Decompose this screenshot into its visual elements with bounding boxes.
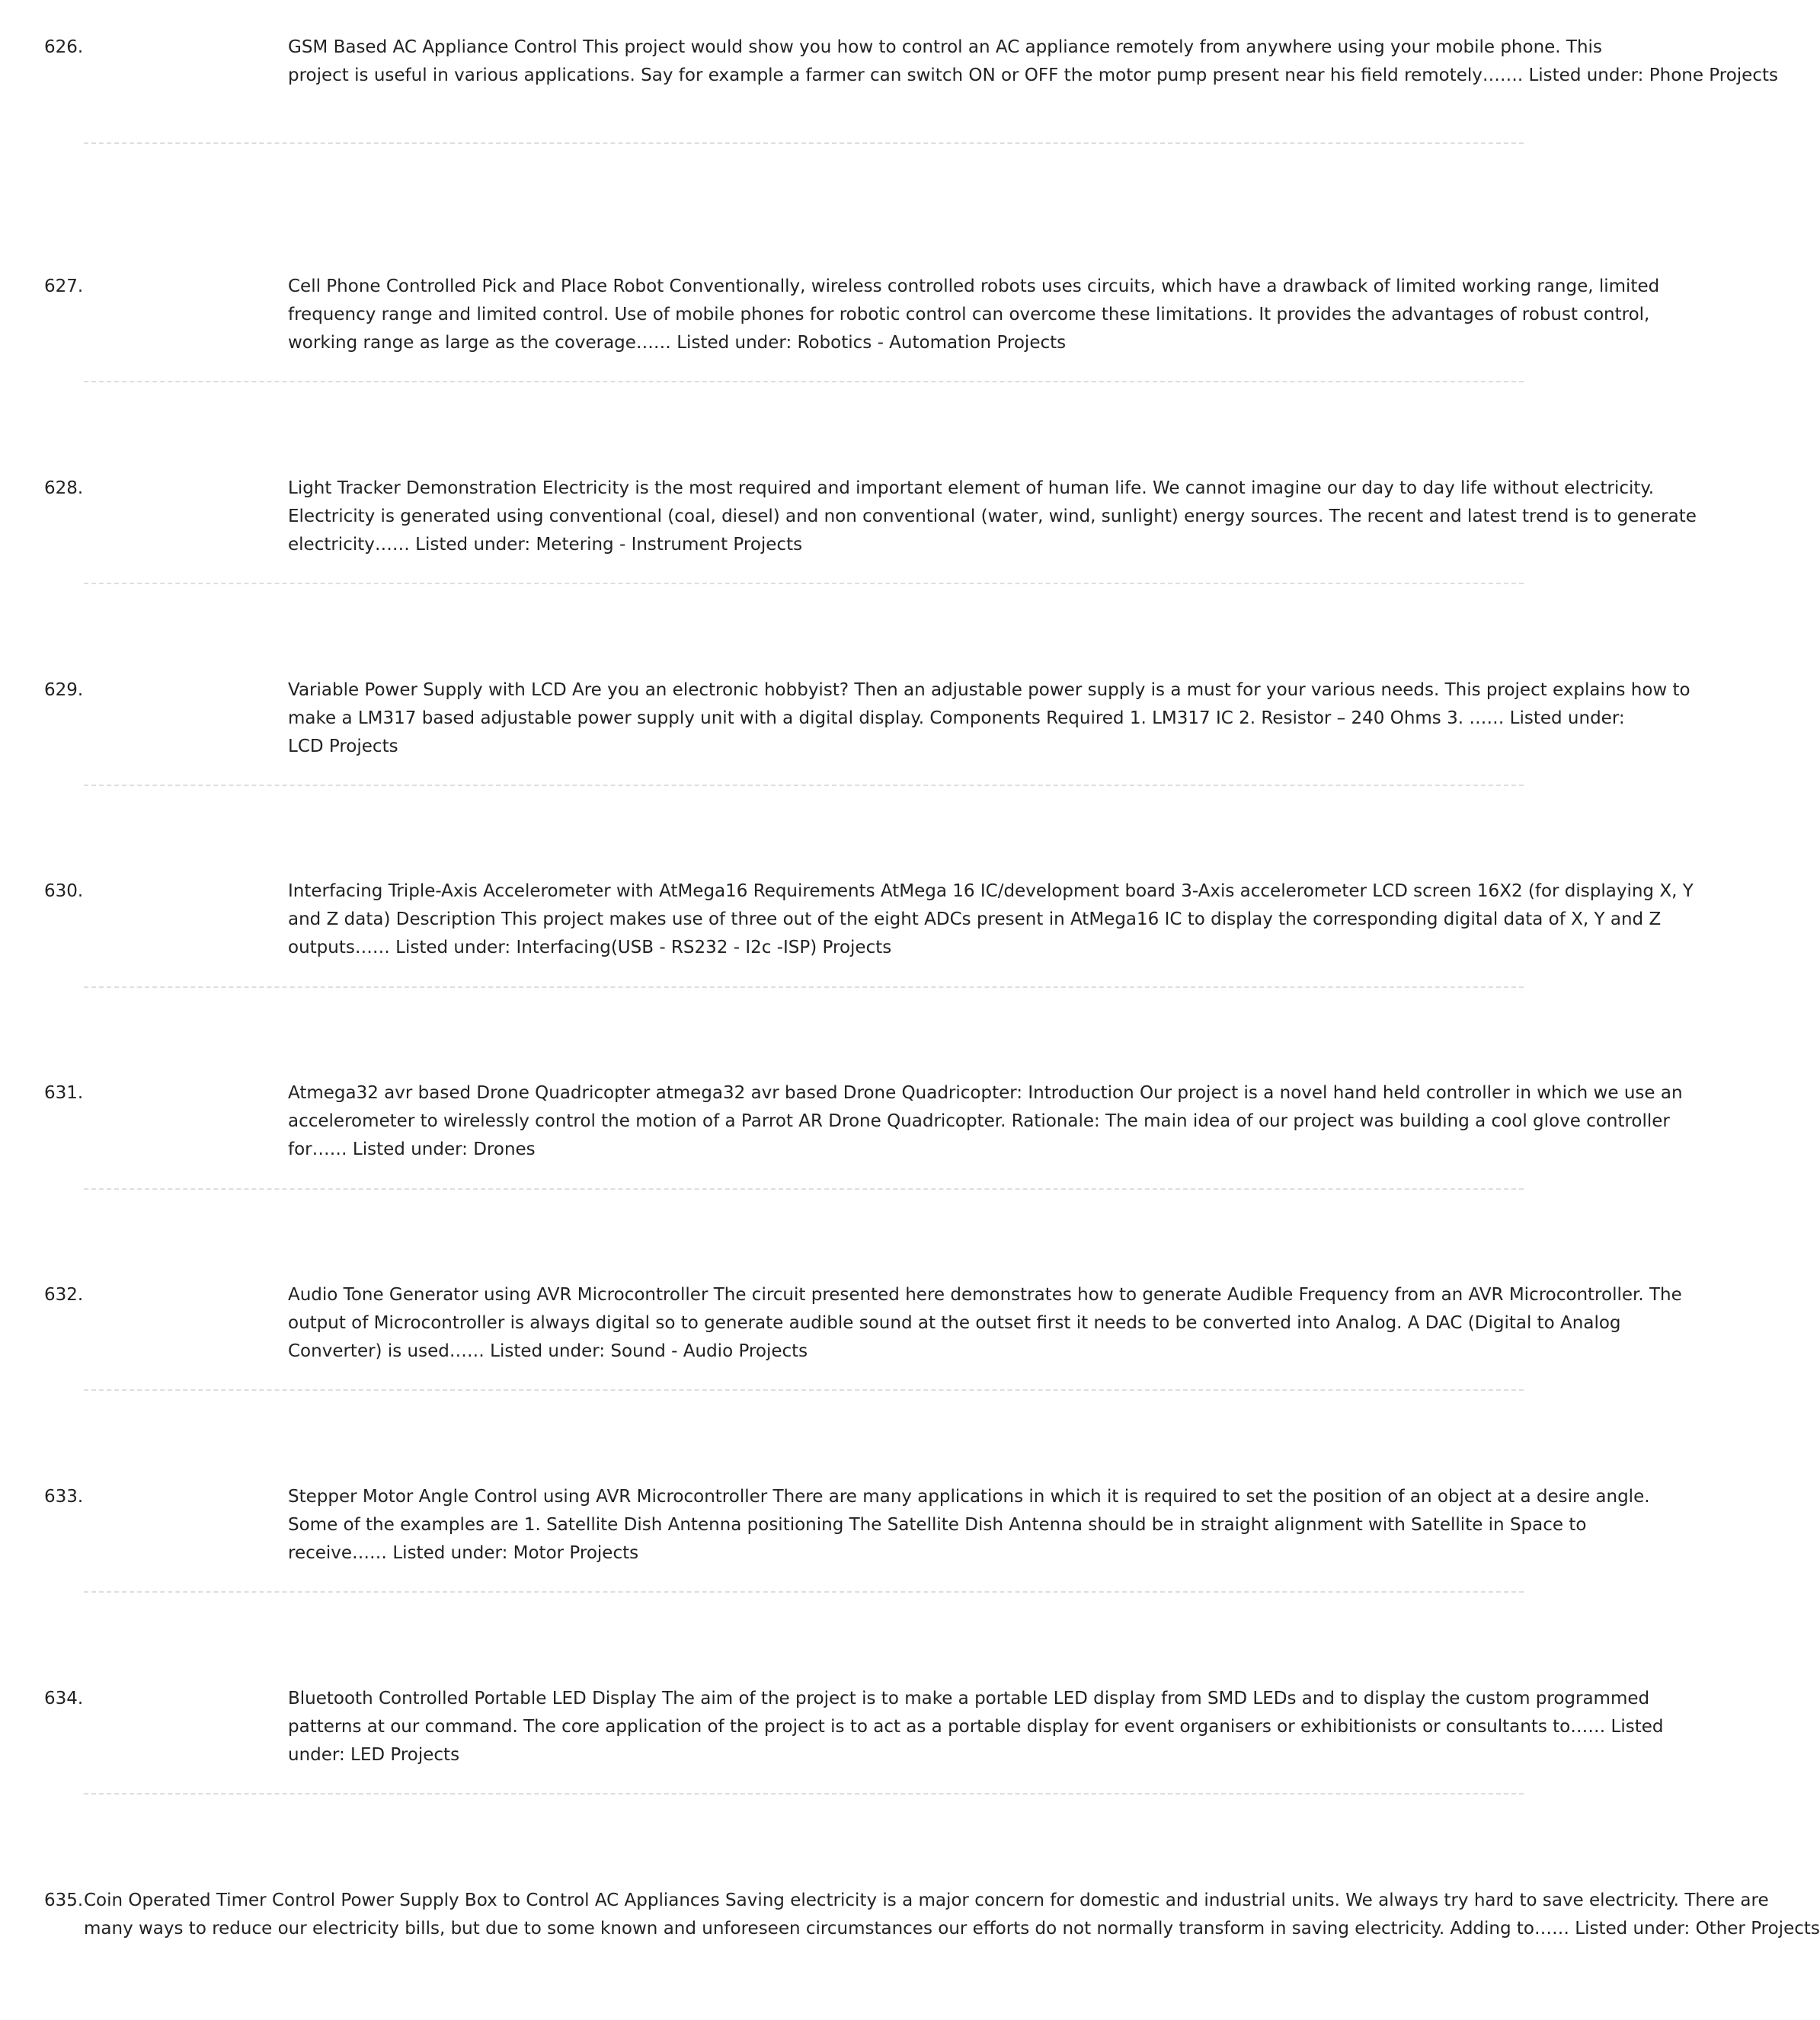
item-number: 630. — [44, 881, 84, 901]
project-link[interactable]: Bluetooth Controlled Portable LED Display The aim of the project is to make a portable LED display from SMD LEDs and to display the custom programmed — [288, 1689, 1650, 1708]
item-description — [288, 1483, 1650, 1568]
divider — [84, 142, 1524, 144]
item-number: 626. — [44, 37, 84, 57]
item-number: 634. — [44, 1689, 84, 1708]
item-number: 632. — [44, 1285, 84, 1305]
item-description-line: make a LM317 based adjustable power supply unit with a digital display. Components Required 1. LM317 IC 2. Resistor – 240 Ohms 3. …… Listed under: — [288, 708, 1625, 728]
item-number: 635. — [44, 1891, 84, 1910]
item-description-line: receive…… Listed under: Motor Projects — [288, 1543, 639, 1563]
item-description — [288, 676, 1690, 761]
item-description-line: patterns at our command. The core application of the project is to act as a portable display for event organisers or exhibitionists or consultants to…… Listed — [288, 1717, 1664, 1737]
item-description-line: Converter) is used…… Listed under: Sound - Audio Projects — [288, 1341, 808, 1361]
item-number: 631. — [44, 1083, 84, 1103]
project-link[interactable]: Atmega32 avr based Drone Quadricopter atmega32 avr based Drone Quadricopter: Introduction Our project is a novel hand held controller in which we use an — [288, 1083, 1683, 1103]
item-description-line: outputs…… Listed under: Interfacing(USB - RS232 - I2c -ISP) Projects — [288, 938, 892, 957]
item-description-line: LCD Projects — [288, 737, 398, 756]
item-description — [288, 877, 1694, 962]
item-description — [288, 1281, 1682, 1366]
item-description-line: and Z data) Description This project makes use of three out of the eight ADCs present in AtMega16 IC to display the corresponding digital data of X, Y and Z — [288, 909, 1662, 929]
item-description-line: accelerometer to wirelessly control the motion of a Parrot AR Drone Quadricopter. Rationale: The main idea of our project was building a cool glove controller — [288, 1111, 1670, 1131]
project-link[interactable]: Cell Phone Controlled Pick and Place Robot Conventionally, wireless controlled robots uses circuits, which have a drawback of limited working range, limited — [288, 276, 1660, 296]
divider — [84, 1793, 1524, 1795]
item-description-line: under: LED Projects — [288, 1745, 460, 1765]
item-description-line: for…… Listed under: Drones — [288, 1139, 536, 1159]
item-number: 629. — [44, 680, 84, 700]
divider — [84, 381, 1524, 382]
item-number: 628. — [44, 478, 84, 498]
item-number: 627. — [44, 276, 84, 296]
divider — [84, 583, 1524, 584]
item-description — [288, 1685, 1664, 1769]
item-description — [84, 1887, 1820, 1971]
project-link[interactable]: Coin Operated Timer Control Power Supply Box to Control AC Appliances Saving electricity is a major concern for domestic and industrial units. We always try hard to save electricity. There are — [84, 1891, 1769, 1910]
item-description-line: project is useful in various applications. Say for example a farmer can switch ON or OFF the motor pump present near his field remotely……. Listed under: Phone Projects — [288, 66, 1778, 85]
divider — [84, 1389, 1524, 1391]
divider — [84, 1188, 1524, 1190]
item-description-line: frequency range and limited control. Use of mobile phones for robotic control can overcome these limitations. It provides the advantages of robust control, — [288, 305, 1650, 324]
project-link[interactable]: Stepper Motor Angle Control using AVR Microcontroller There are many applications in which it is required to set the position of an object at a desire angle. — [288, 1487, 1650, 1507]
divider — [84, 785, 1524, 786]
item-description — [288, 273, 1660, 357]
divider — [84, 1591, 1524, 1593]
item-description-line: Some of the examples are 1. Satellite Dish Antenna positioning The Satellite Dish Antenna should be in straight alignment with Satellite in Space to — [288, 1515, 1587, 1535]
project-link[interactable]: GSM Based AC Appliance Control This project would show you how to control an AC appliance remotely from anywhere using your mobile phone. This — [288, 37, 1602, 57]
project-link[interactable]: Interfacing Triple-Axis Accelerometer with AtMega16 Requirements AtMega 16 IC/development board 3-Axis accelerometer LCD screen 16X2 (for displaying X, Y — [288, 881, 1694, 901]
item-description — [288, 1079, 1683, 1164]
item-description-line: many ways to reduce our electricity bills, but due to some known and unforeseen circumstances our efforts do not normally transform in saving electricity. Adding to…… Listed under: Other Projects — [84, 1919, 1820, 1938]
item-description-line: electricity…… Listed under: Metering - Instrument Projects — [288, 535, 803, 555]
item-description-line: Electricity is generated using conventional (coal, diesel) and non conventional (water, wind, sunlight) energy sources. The recent and latest trend is to generate — [288, 507, 1697, 526]
item-description — [288, 475, 1697, 559]
item-description-line: working range as large as the coverage…… Listed under: Robotics - Automation Projects — [288, 333, 1067, 353]
project-link[interactable]: Variable Power Supply with LCD Are you an electronic hobbyist? Then an adjustable power supply is a must for your various needs. This project explains how to — [288, 680, 1690, 700]
item-description — [288, 34, 1778, 118]
item-number: 633. — [44, 1487, 84, 1507]
project-link[interactable]: Audio Tone Generator using AVR Microcontroller The circuit presented here demonstrates how to generate Audible Frequency from an AVR Microcontroller. The — [288, 1285, 1682, 1305]
item-description-line: output of Microcontroller is always digital so to generate audible sound at the outset first it needs to be converted into Analog. A DAC (Digital to Analog — [288, 1313, 1621, 1333]
project-link[interactable]: Light Tracker Demonstration Electricity is the most required and important element of human life. We cannot imagine our day to day life without electricity. — [288, 478, 1655, 498]
divider — [84, 986, 1524, 988]
